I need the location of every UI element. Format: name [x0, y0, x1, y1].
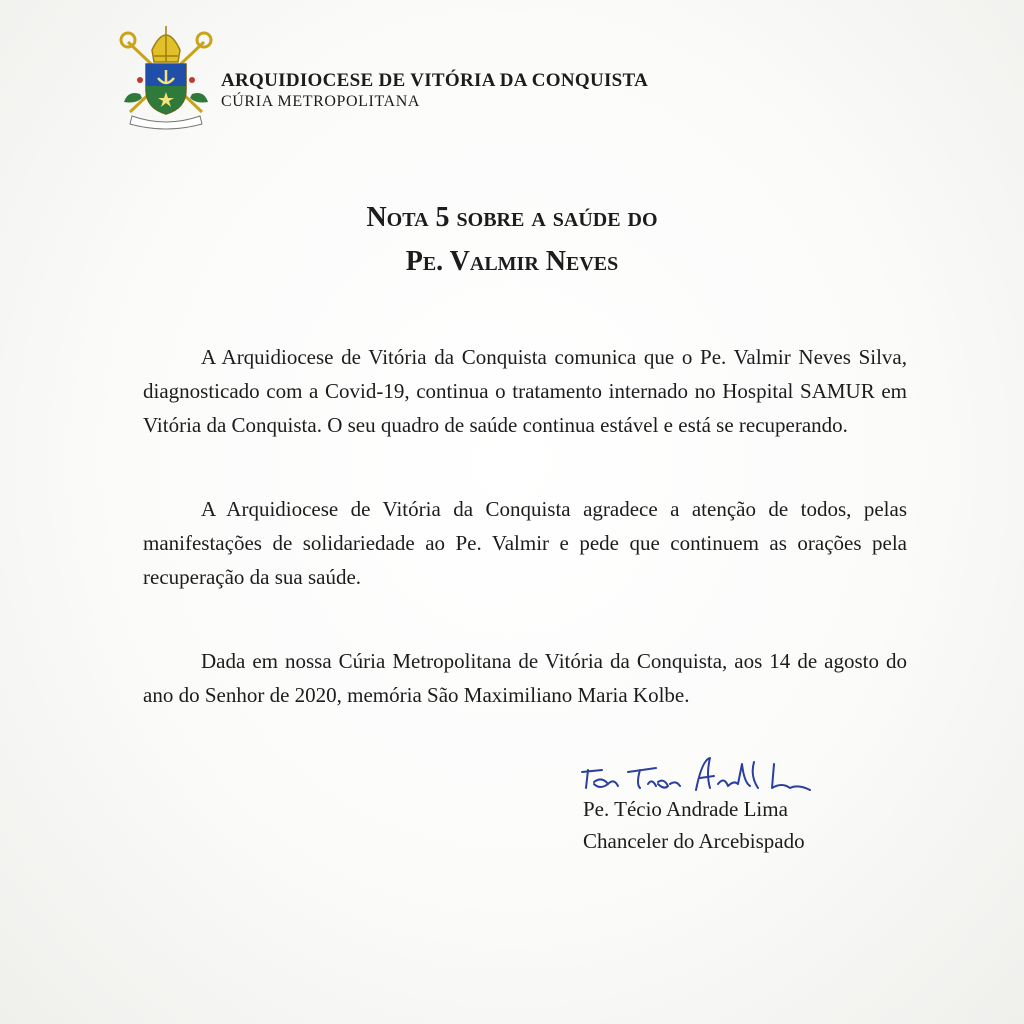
- paragraph-3: [143, 644, 907, 712]
- organization-subtitle: CÚRIA METROPOLITANA: [221, 93, 421, 110]
- letterhead-text: [221, 70, 648, 112]
- paragraph-1: [143, 340, 907, 442]
- signer-name: Pe. Técio Andrade Lima: [583, 797, 788, 821]
- paragraph-2-text: A Arquidiocese de Vitória da Conquista agradece a atenção de todos, pelas manifestações de solidariedade ao Pe. Valmir e pede que continuem as orações pela recuperação da sua saúde.: [143, 497, 907, 589]
- letterhead: [118, 20, 818, 130]
- archdiocese-coat-of-arms-icon: [118, 20, 214, 130]
- document-title: [0, 196, 1024, 284]
- paragraph-3-text: Dada em nossa Cúria Metropolitana de Vitória da Conquista, aos 14 de agosto do ano do Senhor de 2020, memória São Maximiliano Maria Kolbe.: [143, 649, 907, 707]
- signer-role: Chanceler do Arcebispado: [583, 829, 805, 853]
- title-line-1: Nota 5 sobre a saúde do: [366, 202, 658, 233]
- organization-name: ARQUIDIOCESE DE VITÓRIA DA CONQUISTA: [221, 70, 649, 91]
- signature-block: [578, 754, 898, 864]
- paragraph-1-text: A Arquidiocese de Vitória da Conquista comunica que o Pe. Valmir Neves Silva, diagnosticado com a Covid-19, continua o tratamento internado no Hospital SAMUR em Vitória da Conquista. O seu quadro de saúde continua estável e está se recuperando.: [143, 345, 907, 437]
- title-line-2: Pe. Valmir Neves: [405, 246, 619, 277]
- paragraph-2: [143, 492, 907, 594]
